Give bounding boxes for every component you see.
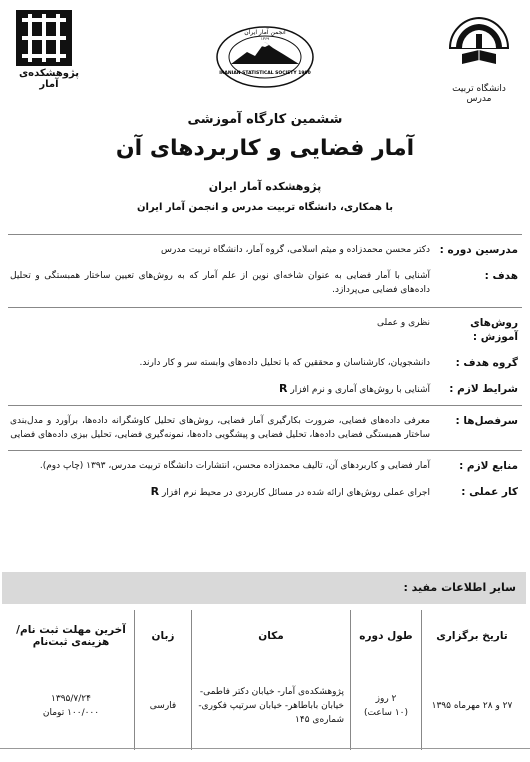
row-practice — [8, 485, 522, 500]
page-title: آمار فضایی و کاربردهای آن — [115, 136, 415, 161]
table-row — [8, 662, 522, 750]
prereq-text: آشنایی با روش‌های آماری و نرم افزار — [290, 385, 430, 395]
teachers-value: دکتر محسن محمدزاده و میثم اسلامی، گروه آمار، دانشگاه تربیت مدرس — [161, 245, 430, 255]
goal-value: آشنایی با آمار فضایی به عنوان شاخه‌ای نوین از علم آمار که به روش‌های تعیین ساختار همبستگی و تحلیل داده‌های فضایی می‌پردازد. — [10, 271, 430, 295]
sources-label: منابع لازم : — [459, 460, 518, 472]
syllabus-label: سرفصل‌ها : — [455, 415, 518, 427]
mid-logo-year: ۱۳۶۹ — [260, 36, 270, 41]
method-value: نظری و عملی — [376, 318, 430, 328]
other-info-bar — [2, 572, 526, 604]
divider — [8, 450, 522, 451]
r-software: R — [150, 485, 160, 498]
row-goal — [8, 269, 522, 297]
course-details — [8, 228, 522, 500]
deadline: ۱۳۹۵/۷/۲۴ — [51, 694, 91, 704]
bottom-divider — [0, 748, 530, 749]
cell-place: پژوهشکده‌ی آمار- خیابان دکتر فاطمی- خیابان باباطاهر- خیابان سرتیپ فکوری- شماره‌ی ۱۴۵ — [192, 662, 351, 750]
divider — [8, 234, 522, 235]
row-syllabus — [8, 414, 522, 442]
header-language: زبان — [135, 610, 192, 662]
mid-logo-top-text: انجمن آمار ایران — [244, 29, 286, 36]
teachers-label: مدرسین دوره : — [439, 244, 518, 256]
mid-logo-ring-text: IRANIAN STATISTICAL SOCIETY 1990 — [219, 71, 311, 76]
sources-value: آمار فضایی و کاربردهای آن، تالیف محمدزاده محسن، انتشارات دانشگاه تربیت مدرس، ۱۳۹۳ (چاپ دوم). — [39, 461, 430, 471]
r-software: R — [279, 382, 288, 395]
practice-label: کار عملی : — [461, 486, 518, 498]
row-prerequisites — [8, 382, 522, 397]
iranian-statistical-society-logo — [215, 22, 315, 92]
syllabus-value: معرفی داده‌های فضایی، ضرورت بکارگیری آمار فضایی، روش‌های تحلیل کاوشگرانه داده‌ها، برآورد و مدل‌بندی ساختار همبستگی فضایی داده‌ها، تحلیل فضایی و پیشگویی داده‌ها، نمونه‌گیری فضایی، تحلیل بیزی داده‌های فضایی — [10, 416, 430, 440]
tarbiat-modares-university-logo — [440, 14, 518, 104]
cell-date: ۲۷ و ۲۸ مهرماه ۱۳۹۵ — [422, 662, 523, 750]
fee: ۱۰۰/۰۰۰ تومان — [42, 708, 100, 718]
cell-language: فارسی — [135, 662, 192, 750]
duration-days: ۲ روز — [375, 694, 397, 704]
left-logo-caption: پژوهشکده‌ی آمار — [19, 68, 79, 90]
header-place: مکان — [192, 610, 351, 662]
workshop-number: ششمین کارگاه آموزشی — [187, 112, 343, 127]
target-label: گروه هدف : — [455, 357, 518, 369]
table-header-row — [8, 610, 522, 662]
prereq-value — [8, 382, 430, 397]
divider — [8, 307, 522, 308]
organizer: پژوهشکده آمار ایران — [208, 180, 322, 193]
statistical-research-institute-logo — [14, 10, 84, 90]
divider — [8, 405, 522, 406]
prereq-label: شرایط لازم : — [449, 383, 518, 395]
practice-value — [8, 485, 430, 500]
header-date: تاریخ برگزاری — [422, 610, 523, 662]
right-logo-caption: دانشگاه تربیت مدرس — [452, 84, 506, 104]
duration-hours: (۱۰ ساعت) — [363, 708, 409, 718]
goal-label: هدف : — [484, 270, 518, 282]
target-value: دانشجویان، کارشناسان و محققین که با تحلیل داده‌های وابسته سر و کار دارند. — [139, 358, 430, 368]
cell-duration — [351, 662, 422, 750]
row-target — [8, 356, 522, 370]
header-duration: طول دوره — [351, 610, 422, 662]
row-sources — [8, 459, 522, 473]
method-label: روش‌های آموزش : — [470, 317, 518, 343]
header-deadline-fee: آخرین مهلت ثبت نام/ هزینه‌ی ثبت‌نام — [16, 624, 126, 648]
other-info-label: سایر اطلاعات مفید : — [403, 581, 516, 594]
practice-text: اجرای عملی روش‌های ارائه شده در مسائل کاربردی در محیط نرم افزار — [161, 488, 430, 498]
row-teachers — [8, 243, 522, 257]
cooperation-line: با همکاری، دانشگاه تربیت مدرس و انجمن آمار ایران — [137, 202, 393, 213]
cell-deadline-fee — [8, 662, 135, 750]
row-method — [8, 316, 522, 344]
info-table — [8, 610, 522, 750]
